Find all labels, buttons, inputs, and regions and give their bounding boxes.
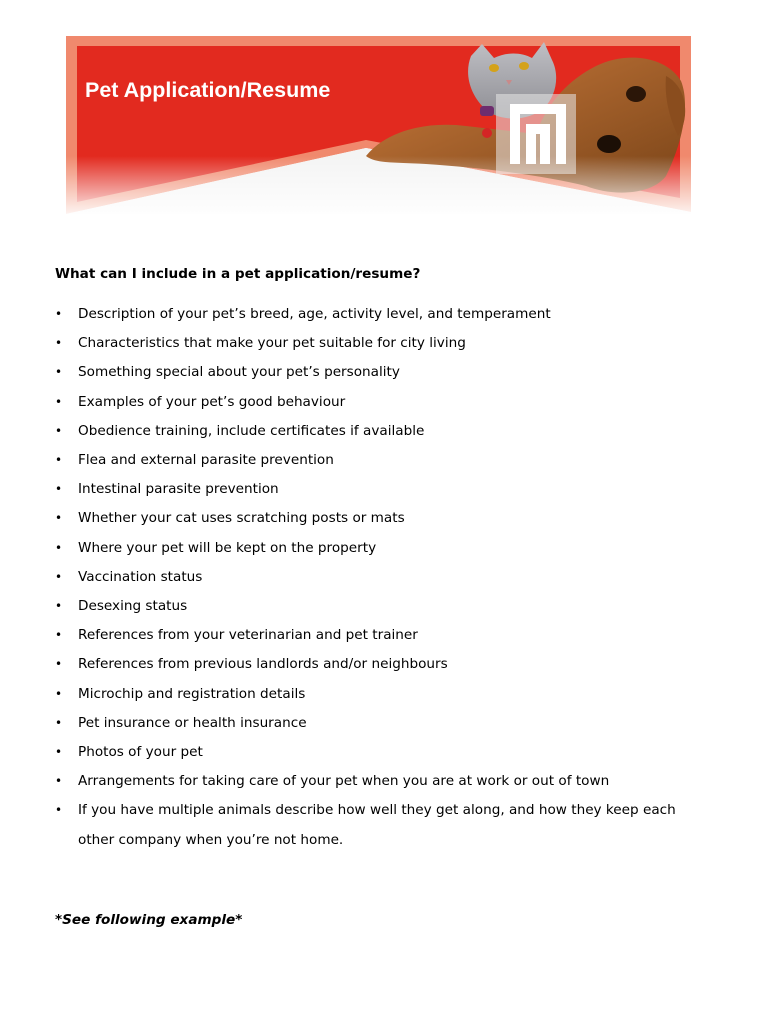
bullet-icon: • [55,482,63,497]
list-item-text: Characteristics that make your pet suitable for city living [78,335,466,352]
list-item-text: Whether your cat uses scratching posts or mats [78,510,405,527]
list-item-text: Flea and external parasite prevention [78,452,334,469]
bullet-icon: • [55,511,63,526]
list-item-text: Obedience training, include certificates if available [78,422,425,439]
list-item-text: Where your pet will be kept on the property [78,539,377,556]
list-item [55,709,695,738]
list-item [55,563,695,592]
bullet-icon: • [55,365,63,380]
bullet-icon: • [55,453,63,468]
bullet-icon: • [55,745,63,760]
bullet-list [55,300,695,855]
list-item [55,621,695,650]
bullet-icon: • [55,394,63,409]
list-item [55,680,695,709]
list-item-text: Intestinal parasite prevention [78,481,279,498]
list-item-text: Vaccination status [78,568,203,585]
list-item [55,300,695,329]
bullet-icon: • [55,715,63,730]
list-item [55,388,695,417]
header-banner [66,36,691,214]
bullet-icon: • [55,336,63,351]
list-item [55,417,695,446]
list-item [55,650,695,679]
list-item-text: References from previous landlords and/or neighbours [78,656,448,673]
list-item-text: Arrangements for taking care of your pet when you are at work or out of town [78,773,610,790]
bullet-icon: • [55,657,63,672]
list-item [55,767,695,796]
list-item-text: Desexing status [78,598,188,615]
see-example-note: *See following example* [55,912,243,928]
list-item [55,796,695,854]
list-item-text: Description of your pet’s breed, age, activity level, and temperament [78,306,551,322]
list-item-text: Photos of your pet [78,744,203,761]
list-item [55,446,695,475]
list-item [55,738,695,767]
bullet-icon: • [55,599,63,614]
list-item [55,358,695,387]
bullet-icon: • [55,307,63,321]
bullet-icon: • [55,569,63,584]
list-item [55,592,695,621]
list-item-text: Microchip and registration details [78,685,306,702]
banner-graphic [66,36,691,214]
list-item-text: If you have multiple animals describe how well they get along, and how they keep each other company when you’re not home. [78,802,676,848]
list-item-text: Examples of your pet’s good behaviour [78,393,346,410]
list-item [55,329,695,358]
bullet-icon: • [55,540,63,555]
list-item [55,534,695,563]
bullet-icon: • [55,774,63,789]
bullet-icon: • [55,423,63,438]
list-item [55,504,695,533]
list-item-text: Something special about your pet’s personality [78,364,400,381]
list-item-text: Pet insurance or health insurance [78,714,307,731]
list-item [55,475,695,504]
bullet-icon: • [55,686,63,701]
bullet-icon: • [55,628,63,643]
section-question-heading: What can I include in a pet application/resume? [55,266,421,282]
list-item-text: References from your veterinarian and pet trainer [78,627,418,644]
bullet-icon: • [55,803,63,818]
banner-title: Pet Application/Resume [85,78,331,102]
